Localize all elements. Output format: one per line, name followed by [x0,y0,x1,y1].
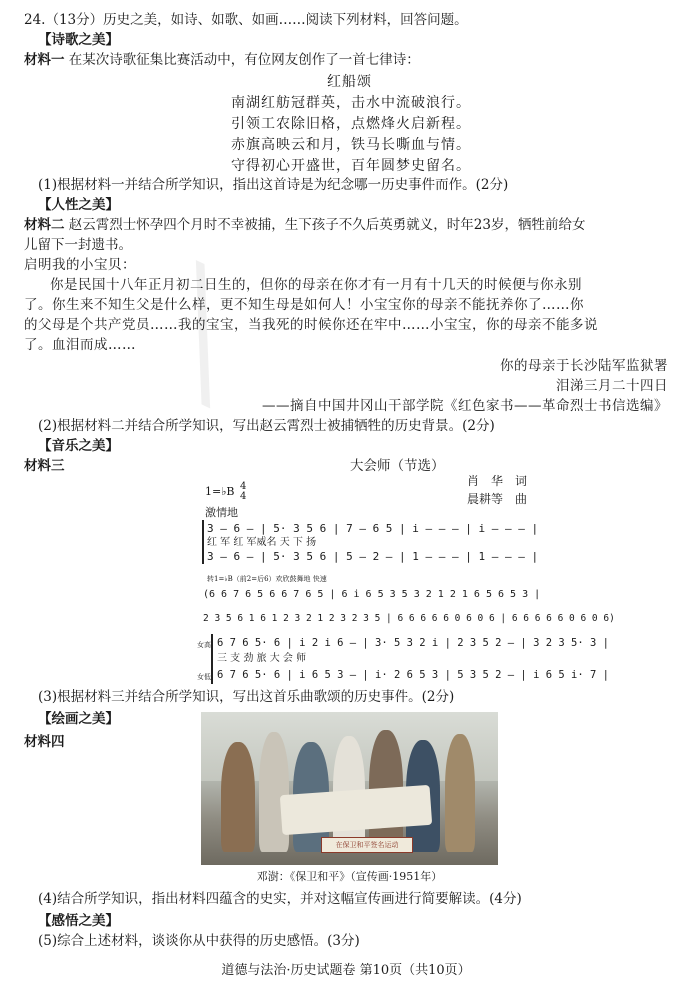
material2-intro-1: 赵云霄烈士怀孕四个月时不幸被捕，生下孩子不久后英勇就义，时年23岁，牺牲前给女 [68,217,586,233]
propaganda-painting-image [201,712,498,865]
score-row-4: 2 3 5 6 1 6 1 2 3 2 1 2 3 2 3 5 | 6 6 6 6 6 0 6 0 6 | 6 6 6 6 6 0 6 0 6) [203,613,615,624]
score-brace-2 [211,634,216,684]
poem-title: 红船颂 [327,74,372,90]
score-row-6: 6 7 6 5· 6 | i 6 5 3 – | i· 2 6 5 3 | 5 3 5 2 – | i 6 5 i· 7 | [217,669,609,681]
key-signature: 1=♭B [205,485,235,498]
score-tempo: 激情地 [205,506,238,519]
poem-line-4: 守得初心开盛世，百年圆梦史留名。 [231,158,471,174]
material2-label: 材料二 [24,217,65,233]
score-key [205,482,246,502]
letter-line-2: 了。你生来不知生父是什么样，更不知生母是如何人！小宝宝你的母亲不能抚养你了……你 [24,297,584,313]
poem-line-1: 南湖红舫冠群英，击水中流破浪行。 [231,95,471,111]
score-row-2: 3 – 6 – | 5· 3 5 6 | 5 – 2 – | 1 – – – | 1 – – – | [207,550,539,563]
score-row-5-lyrics: 三 支 劲 旅 大 会 师 [217,653,307,664]
material3-label: 材料三 [24,458,65,474]
painting-figure [445,734,475,852]
letter-signature-2: 泪涕三月二十四日 [556,378,668,394]
poem-line-3: 赤旗高映云和月，铁马长嘶血与情。 [231,137,471,153]
poem-line-2: 引领工农除旧格，点燃烽火启新程。 [231,116,471,132]
painting-banner: 在保卫和平签名运动 [321,837,413,853]
letter-line-3: 的父母是个共产党员……我的宝宝，当我死的时候你还在牢中……小宝宝，你的母亲不能多说 [24,317,598,333]
time-signature-top: 4 [240,481,247,492]
song-composer: 晨耕等 曲 [467,492,528,506]
material1-label: 材料一 [24,52,65,68]
song-title: 大会师（节选） [350,458,445,474]
score-voice-upper: 女高 [197,641,211,649]
page-footer: 道德与法治·历史试题卷 第10页（共10页） [221,963,471,978]
material2-intro-2: 儿留下一封遗书。 [24,237,132,253]
painting-figure [221,742,255,852]
material4-label: 材料四 [24,734,65,750]
score-row-3: (6 6 7 6 5 6 6 7 6 5 | 6 i 6 5 3 5 3 2 1 2 1 6 5 6 5 3 | [203,589,541,600]
letter-source: ——摘自中国井冈山干部学院《红色家书——革命烈士书信选编》 [262,398,668,414]
section-heading-painting: 【绘画之美】 [38,711,119,727]
score-row-1: 3 – 6 – | 5· 3 5 6 | 7 – 6 5 | i – – – | i – – – | [207,522,539,535]
letter-signature-1: 你的母亲于长沙陆军监狱署 [500,358,668,374]
letter-line-1: 你是民国十八年正月初二日生的，但你的母亲在你才有一月有十几天的时候便与你永别 [50,277,582,293]
question-3: (3)根据材料三并结合所学知识，写出这首乐曲歌颂的历史事件。(2分) [38,689,455,705]
letter-line-4: 了。血泪而成…… [24,337,136,353]
question-4: (4)结合所学知识，指出材料四蕴含的史实，并对这幅宣传画进行简要解读。(4分) [38,891,522,907]
section-heading-reflection: 【感悟之美】 [38,913,119,929]
question-2: (2)根据材料二并结合所学知识，写出赵云霄烈士被捕牺牲的历史背景。(2分) [38,418,495,434]
painting-caption: 邓澍：《保卫和平》（宣传画·1951年） [256,870,443,883]
material2-line [24,216,585,234]
song-lyricist: 肖 华 词 [467,474,528,488]
music-score [197,468,615,700]
section-heading-poetry: 【诗歌之美】 [38,32,119,48]
section-heading-humanity: 【人性之美】 [38,197,119,213]
time-signature-bottom: 4 [240,491,247,502]
question-1: (1)根据材料一并结合所学知识，指出这首诗是为纪念哪一历史事件而作。(2分) [38,177,509,193]
score-row-3-label: 转1=♭B（前2=后6）欢欣鼓舞地 快速 [207,575,327,583]
watermark-decoration: ╲ [146,262,261,406]
score-row-1-lyrics: 红 军 红 军威名 天 下 扬 [207,537,317,548]
score-voice-lower: 女低 [197,673,211,681]
score-row-5: 6 7 6 5· 6 | i 2 i 6 – | 3· 5 3 2 i | 2 3 5 2 – | 3 2 3 5· 3 | [217,637,609,649]
question-5: (5)综合上述材料，谈谈你从中获得的历史感悟。(3分) [38,933,360,949]
letter-salutation: 启明我的小宝贝： [24,257,136,273]
section-heading-music: 【音乐之美】 [38,438,119,454]
material1-intro: 在某次诗歌征集比赛活动中，有位网友创作了一首七律诗： [68,52,420,68]
material1-line [24,51,420,69]
question-title: 24.（13分）历史之美，如诗、如歌、如画……阅读下列材料，回答问题。 [24,12,468,28]
